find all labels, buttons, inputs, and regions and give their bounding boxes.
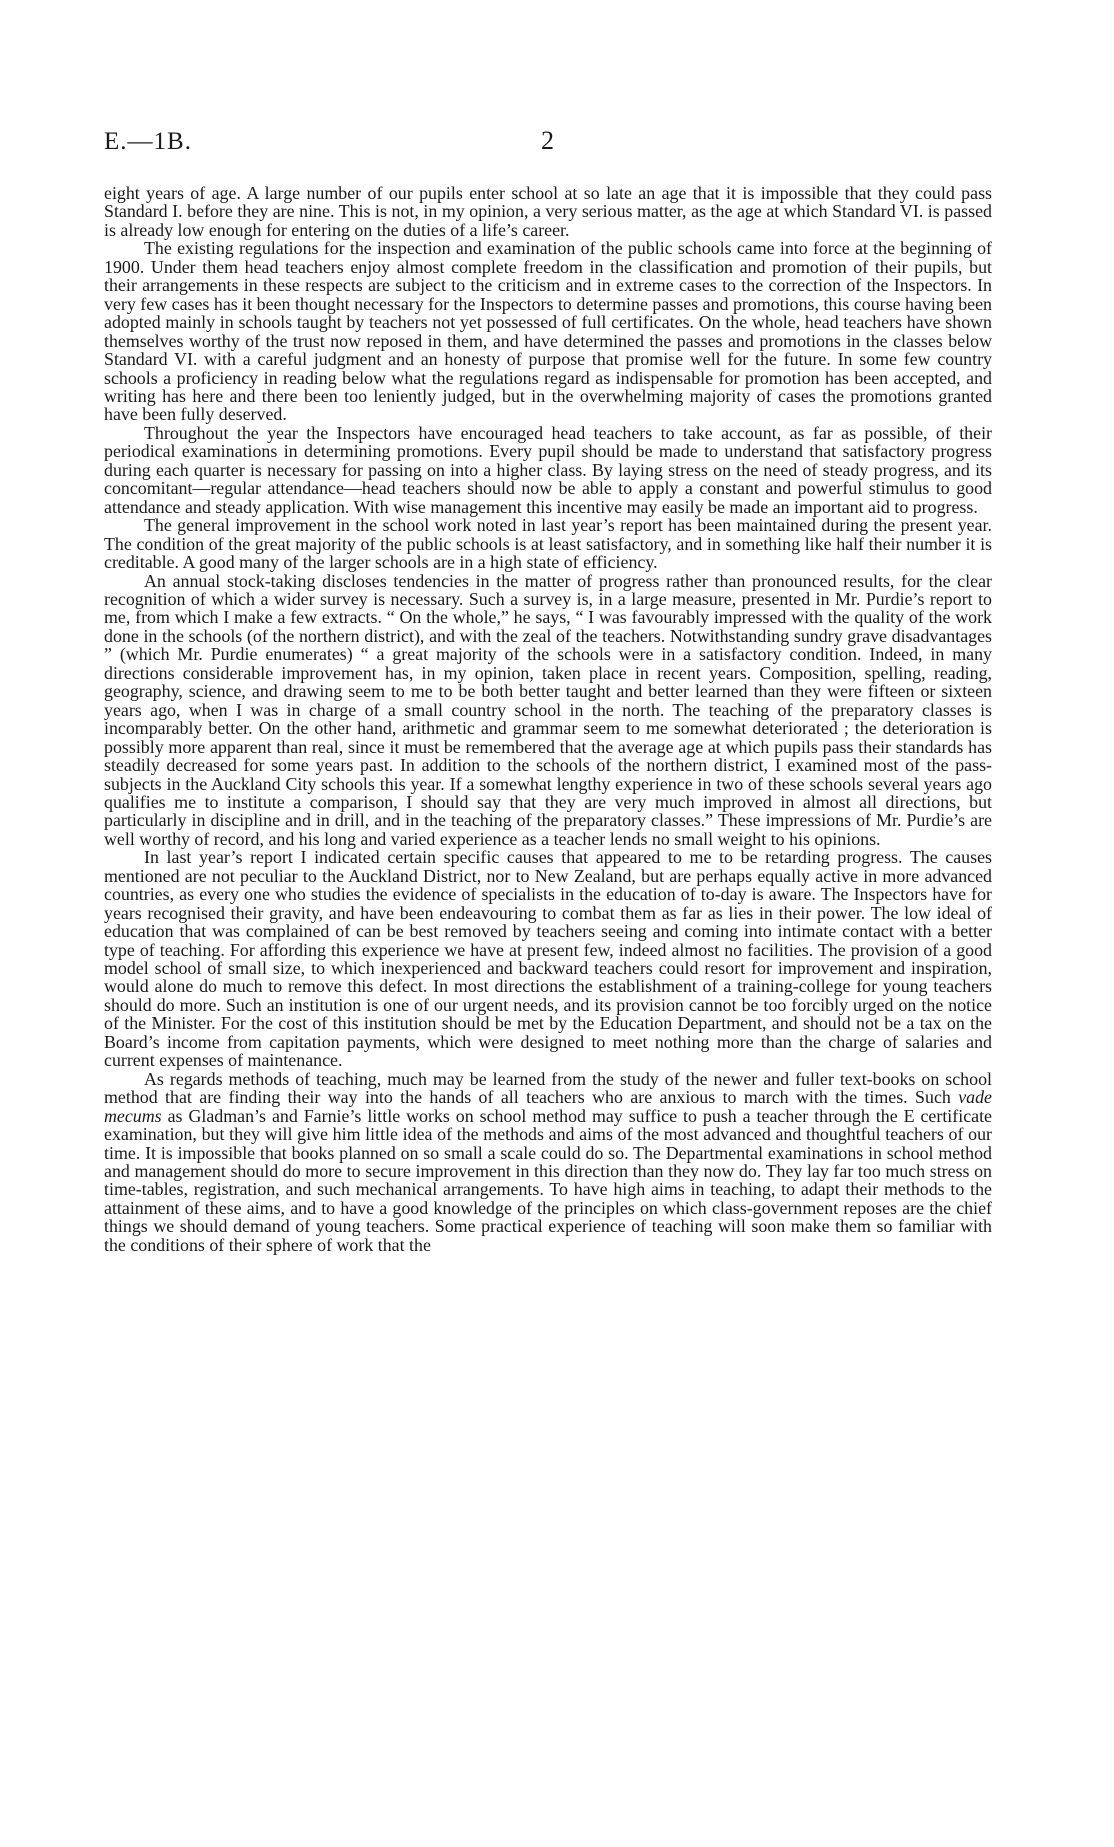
paragraph-teaching-methods: As regards methods of teaching, much may be learned from the study of the newer and fuller text-books on school method that are finding their way into the hands of all teachers who are anxious to march with the times. Such vade mecums as Gladman’s and Farnie’s little works on school method may suffice to push a teacher through the E certificate examination, but they will give him little idea of the methods and aims of the most advanced and thoughtful teachers of our time. It is impossible that books planned on so small a scale could do so. The Departmental examinations in school method and management should do more to secure improvement in this direction than they now do. They lay far too much stress on time-tables, registration, and such mechanical arrangements. To have high aims in teaching, to adapt their methods to the attainment of these aims, and to have a good knowledge of the principles on which class-government reposes are the chief things we should demand of young teachers. Some practical experience of teaching will soon make them so familiar with the conditions of their sphere of work that the [104,1068,992,1255]
paragraph-general-improvement: The general improvement in the school work noted in last year’s report has been maintained during the present year. The condition of the great majority of the public schools is at least satisfactory, and in something like half their number it is creditable. A good many of the larger schools are in a high state of efficiency. [104,515,992,573]
page-number: 2 [541,126,554,155]
page-header [104,128,992,162]
paragraph-retarding-causes: In last year’s report I indicated certain specific causes that appeared to me to be retarding progress. The causes mentioned are not peculiar to the Auckland District, nor to New Zealand, but are perhaps equally active in more advanced countries, as every one who studies the evidence of specialists in the education of to-day is aware. The Inspectors have for years recognised their gravity, and have been endeavouring to combat them as far as lies in their power. The low ideal of education that was complained of can be best removed by teachers seeing and coming into intimate contact with a better type of teaching. For affording this experience we have at present few, indeed almost no facilities. The provision of a good model school of small size, to which inexperienced and backward teachers could resort for improvement and inspiration, would alone do much to remove this defect. In most directions the establishment of a training-college for young teachers should do more. Such an institution is one of our urgent needs, and its provision cannot be too forcibly urged on the notice of the Minister. For the cost of this institution should be met by the Education Department, and should not be a tax on the Board’s income from capitation payments, which were designed to meet nothing more than the charge of salaries and current expenses of maintenance. [104,847,992,1071]
document-reference: E.—1B. [104,128,192,155]
paragraph-regulations: The existing regulations for the inspection and examination of the public schools came into force at the beginning of 1900. Under them head teachers enjoy almost complete freedom in the classification and promotion of their pupils, but their arrangements in these respects are subject to the criticism and in extreme cases to the correction of the Inspectors. In very few cases has it been thought necessary for the Inspectors to determine passes and promotions, this course having been adopted mainly in schools taught by teachers not yet possessed of full certificates. On the whole, head teachers have shown themselves worthy of the trust now reposed in them, and have determined the passes and promotions in the classes below Standard VI. with a careful judgment and an honesty of purpose that promise well for the future. In some few country schools a proficiency in reading below what the regulations regard as indispensable for promotion has been accepted, and writing has here and there been too leniently judged, but in the overwhelming majority of cases the promotions granted have been fully deserved. [104,238,992,425]
paragraph-continuation: eight years of age. A large number of our pupils enter school at so late an age that it is impossible that they could pass Standard I. before they are nine. This is not, in my opinion, a very serious matter, as the age at which Standard VI. is passed is already low enough for entering on the duties of a life’s career. [104,183,992,240]
paragraph-promotions: Throughout the year the Inspectors have encouraged head teachers to take account, as far as possible, of their periodical examinations in determining promotions. Every pupil should be made to understand that satisfactory progress during each quarter is necessary for passing on into a higher class. By laying stress on the need of steady progress, and its concomitant—regular attendance—head teachers should now be able to apply a constant and powerful stimulus to good attendance and steady application. With wise management this incentive may easily be made an important aid to progress. [104,422,992,517]
paragraph-stock-taking: An annual stock-taking discloses tendencies in the matter of progress rather than pronounced results, for the clear recognition of which a wider survey is necessary. Such a survey is, in a large measure, presented in Mr. Purdie’s report to me, from which I make a few extracts. “ On the whole,” he says, “ I was favourably impressed with the quality of the work done in the schools (of the northern district), and with the zeal of the teachers. Notwithstanding sundry grave disadvantages ” (which Mr. Purdie enumerates) “ a great majority of the schools were in a satisfactory condition. Indeed, in many directions considerable improvement has, in my opinion, taken place in recent years. Composition, spelling, reading, geography, science, and drawing seem to me to be both better taught and better learned than they were fifteen or sixteen years ago, when I was in charge of a small country school in the north. The teaching of the preparatory classes is incomparably better. On the other hand, arithmetic and grammar seem to me somewhat deteriorated ; the deterioration is possibly more apparent than real, since it must be remembered that the average age at which pupils pass their standards has steadily decreased for some years past. In addition to the schools of the northern district, I examined most of the pass-subjects in the Auckland City schools this year. If a somewhat lengthy experience in two of these schools several years ago qualifies me to institute a comparison, I should say that they are very much improved in almost all directions, but particularly in discipline and in drill, and in the teaching of the preparatory classes.” These impressions of Mr. Purdie’s are well worthy of record, and his long and varied experience as a teacher lends no small weight to his opinions. [104,570,992,849]
report-body [104,184,992,1254]
italic-phrase: vade mecums [104,1087,992,1126]
